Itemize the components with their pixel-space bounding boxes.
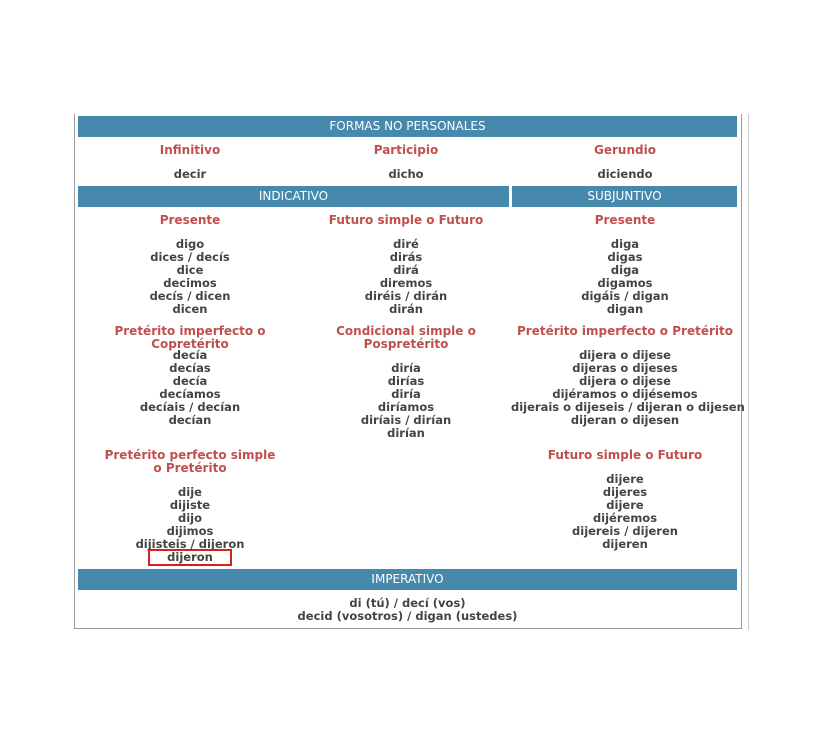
list-item: dijereis / dijeren bbox=[572, 524, 678, 538]
participio-label: Participio bbox=[373, 143, 439, 157]
list-item: digo bbox=[175, 237, 205, 251]
list-item: diría bbox=[391, 361, 421, 375]
list-item: dice bbox=[176, 263, 204, 277]
list-item: decís / dicen bbox=[149, 289, 231, 303]
indicativo-condicional-forms bbox=[300, 362, 512, 440]
list-item: dijeran o dijesen bbox=[570, 413, 680, 427]
list-item: dijeras o dijeses bbox=[572, 361, 678, 375]
imperativo-line-1: di (tú) / decí (vos) bbox=[349, 596, 466, 610]
list-item: diré bbox=[393, 237, 419, 251]
participio-value: dicho bbox=[388, 167, 424, 181]
subjuntivo-presente-label: Presente bbox=[594, 213, 656, 227]
list-item: digan bbox=[606, 302, 644, 316]
list-item: dijere bbox=[606, 472, 644, 486]
list-item: decía bbox=[172, 348, 208, 362]
list-item: dijeren bbox=[602, 537, 648, 551]
list-item: dirás bbox=[389, 250, 423, 264]
indicativo-futuro-label: Futuro simple o Futuro bbox=[328, 213, 484, 227]
list-item: decimos bbox=[163, 276, 217, 290]
list-item: diremos bbox=[379, 276, 433, 290]
indicativo-imperfecto-forms bbox=[80, 349, 300, 427]
list-item: dices / decís bbox=[150, 250, 230, 264]
list-item: diga bbox=[610, 263, 640, 277]
list-item: dicen bbox=[172, 302, 208, 316]
list-item: dije bbox=[178, 485, 202, 499]
infinitivo-label: Infinitivo bbox=[159, 143, 221, 157]
list-item: diríamos bbox=[377, 400, 435, 414]
imperativo-line-2: decid (vosotros) / digan (ustedes) bbox=[297, 609, 518, 623]
list-item: dijimos bbox=[166, 524, 214, 538]
list-item: dirían bbox=[387, 426, 425, 440]
list-item: dijera o dijese bbox=[579, 374, 671, 388]
list-item: dirán bbox=[389, 302, 423, 316]
list-item: dijéremos bbox=[592, 511, 658, 525]
section-header-no-personales: FORMAS NO PERSONALES bbox=[78, 116, 737, 137]
list-item: diríais / dirían bbox=[360, 413, 452, 427]
list-item: dijerais o dijeseis / dijeran o dijesen bbox=[511, 400, 745, 414]
list-item: dijeres bbox=[602, 485, 648, 499]
list-item: decía bbox=[172, 374, 208, 388]
list-item: decías bbox=[169, 361, 211, 375]
list-item: dirías bbox=[387, 374, 425, 388]
list-item: dijere bbox=[606, 498, 644, 512]
subjuntivo-imperfecto-label: Pretérito imperfecto o Pretérito bbox=[517, 324, 733, 338]
list-item: decíamos bbox=[159, 387, 221, 401]
subjuntivo-presente-forms bbox=[513, 238, 737, 316]
highlighted-form[interactable]: dijeron bbox=[150, 551, 230, 564]
list-item: dijéramos o dijésemos bbox=[552, 387, 698, 401]
list-item: dijo bbox=[177, 511, 203, 525]
section-header-imperativo: IMPERATIVO bbox=[78, 569, 737, 590]
list-item: digas bbox=[607, 250, 643, 264]
section-header-indicativo: INDICATIVO bbox=[78, 186, 509, 207]
list-item: digáis / digan bbox=[581, 289, 669, 303]
list-item: dijiste bbox=[169, 498, 211, 512]
infinitivo-value: decir bbox=[173, 167, 207, 181]
indicativo-imperfecto-label: Pretérito imperfecto o Copretérito bbox=[114, 324, 266, 351]
gerundio-label: Gerundio bbox=[594, 143, 656, 157]
list-item: decían bbox=[168, 413, 212, 427]
list-item bbox=[80, 551, 300, 564]
subjuntivo-futuro-forms bbox=[513, 473, 737, 551]
gerundio-value: diciendo bbox=[597, 167, 653, 181]
list-item: dijisteis / dijeron bbox=[135, 537, 245, 551]
list-item: diría bbox=[391, 387, 421, 401]
indicativo-perfecto-label: Pretérito perfecto simple o Pretérito bbox=[104, 448, 276, 475]
indicativo-presente-label: Presente bbox=[159, 213, 221, 227]
list-item: dijera o dijese bbox=[579, 348, 671, 362]
indicativo-condicional-label: Condicional simple o Pospretérito bbox=[336, 324, 476, 351]
subjuntivo-imperfecto-forms bbox=[511, 348, 745, 427]
indicativo-futuro-forms bbox=[300, 238, 512, 316]
section-header-subjuntivo: SUBJUNTIVO bbox=[512, 186, 737, 207]
right-border bbox=[748, 114, 749, 630]
subjuntivo-futuro-label: Futuro simple o Futuro bbox=[547, 448, 703, 462]
list-item: decíais / decían bbox=[139, 400, 241, 414]
list-item: dirá bbox=[393, 263, 419, 277]
indicativo-presente-forms bbox=[80, 238, 300, 316]
list-item: digamos bbox=[597, 276, 653, 290]
list-item: diréis / dirán bbox=[364, 289, 448, 303]
indicativo-perfecto-forms bbox=[80, 486, 300, 564]
list-item: diga bbox=[610, 237, 640, 251]
